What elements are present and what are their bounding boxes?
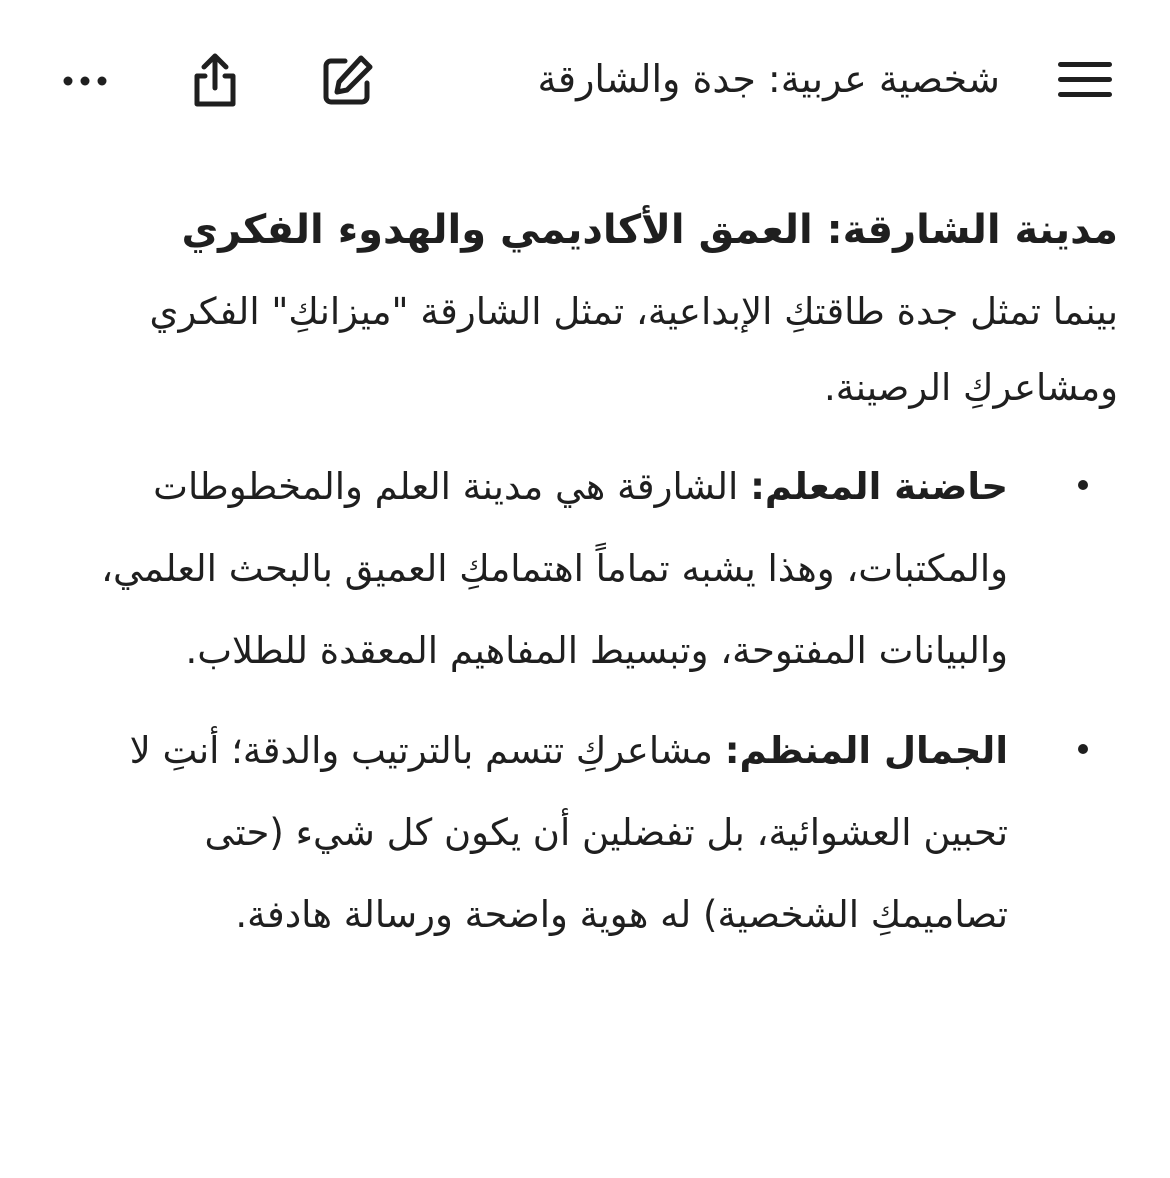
bullet-text: مشاعركِ تتسم بالترتيب والدقة؛ أنتِ لا تحبين العشوائية، بل تفضلين أن يكون كل شيء (حتى تصاميمكِ الشخصية) له هوية واضحة ورسالة هادفة.	[129, 729, 1008, 936]
intro-paragraph: بينما تمثل جدة طاقتكِ الإبداعية، تمثل الشارقة "ميزانكِ" الفكري ومشاعركِ الرصينة.	[149, 290, 1118, 409]
edit-pencil-icon	[319, 53, 375, 109]
bullet-dot	[1078, 480, 1088, 490]
share-button[interactable]	[182, 48, 248, 114]
bullet-title: الجمال المنظم:	[724, 729, 1008, 772]
more-options-button[interactable]	[52, 48, 118, 114]
bullet-list	[60, 446, 1118, 956]
list-item	[60, 446, 1118, 692]
bullet-text: الشارقة هي مدينة العلم والمخطوطات والمكتبات، وهذا يشبه تماماً اهتمامكِ العميق بالبحث العلمي، والبيانات المفتوحة، وتبسيط المفاهيم المعقدة للطلاب.	[101, 465, 1008, 672]
more-dots-icon	[62, 75, 108, 87]
section-heading: مدينة الشارقة: العمق الأكاديمي والهدوء الفكري	[181, 207, 1118, 253]
hamburger-menu-icon	[1058, 60, 1112, 100]
menu-button[interactable]	[1052, 52, 1118, 108]
share-icon	[189, 52, 241, 110]
bullet-dot	[1078, 744, 1088, 754]
top-bar	[0, 0, 1170, 160]
conversation-title: شخصية عربية: جدة والشارقة	[537, 57, 1000, 101]
message-content	[60, 200, 1118, 974]
edit-button[interactable]	[314, 48, 380, 114]
list-item	[60, 710, 1118, 956]
bullet-title: حاضنة المعلم:	[750, 465, 1008, 508]
